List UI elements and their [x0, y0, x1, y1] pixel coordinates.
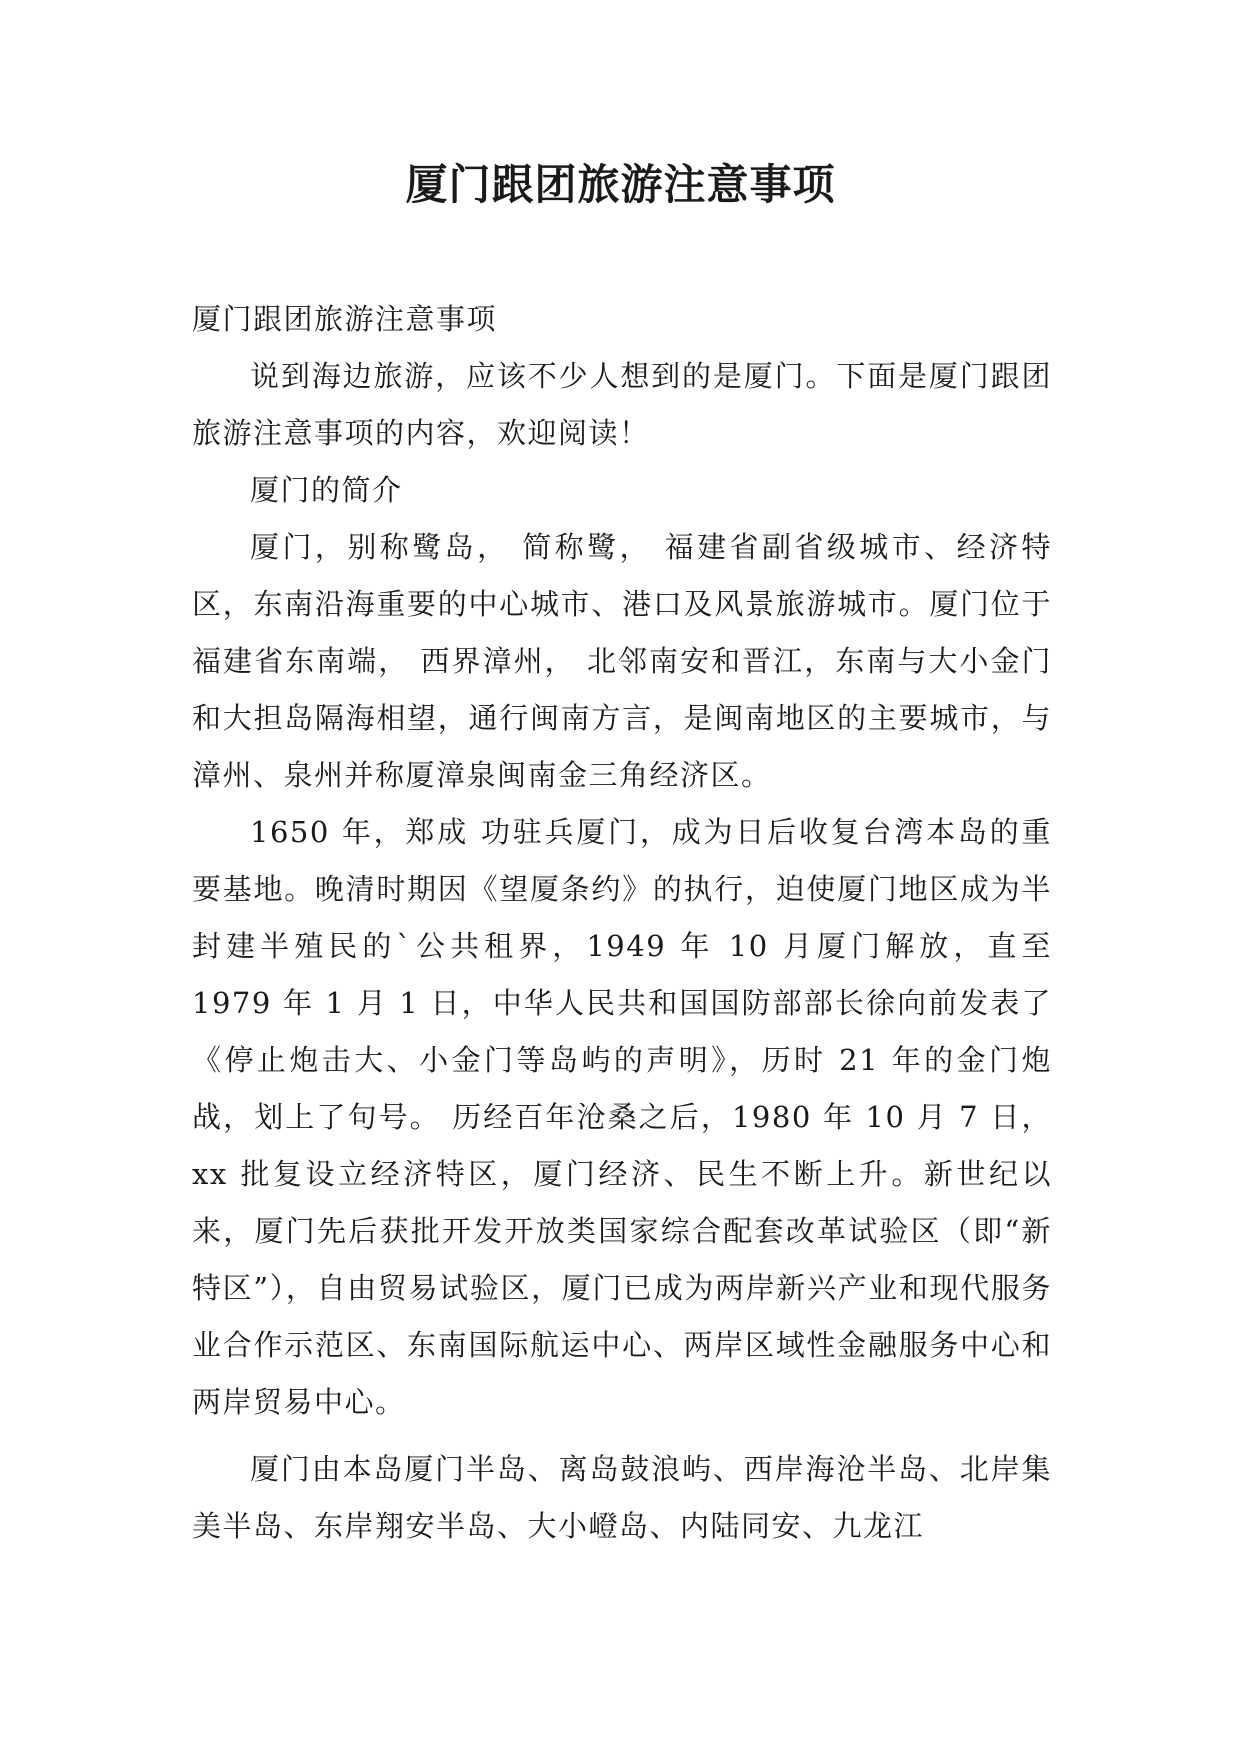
overview-paragraph: 厦门，别称鹭岛， 简称鹭， 福建省副省级城市、经济特区，东南沿海重要的中心城市、港口及风景旅游城市。厦门位于福建省东南端， 西界漳州， 北邻南安和晋江，东南与大小金门和大担岛隔海相望，通行闽南方言，是闽南地区的主要城市，与漳州、泉州并称厦漳泉闽南金三角经济区。	[192, 530, 1052, 792]
subtitle-line: 厦门跟团旅游注意事项	[192, 302, 498, 336]
section-heading: 厦门的简介	[250, 473, 403, 507]
document-title: 厦门跟团旅游注意事项	[405, 160, 836, 209]
document-body	[192, 291, 1052, 1555]
intro-paragraph: 说到海边旅游，应该不少人想到的是厦门。下面是厦门跟团旅游注意事项的内容，欢迎阅读！	[192, 359, 1052, 450]
history-paragraph: 1650 年，郑成 功驻兵厦门，成为日后收复台湾本岛的重要基地。晚清时期因《望厦条约》的执行，迫使厦门地区成为半封建半殖民的`公共租界，1949 年 10 月厦门解放，直至 1979 年 1 月 1 日，中华人民共和国国防部部长徐向前发表了《停止炮击大、小金门等岛屿的声明》，历时 21 年的金门炮战，划上了句号。 历经百年沧桑之后，1980 年 10 月 7 日，xx 批复设立经济特区，厦门经济、民生不断上升。新世纪以来，厦门先后获批开发开放类国家综合配套改革试验区（即“新特区”），自由贸易试验区，厦门已成为两岸新兴产业和现代服务业合作示范区、东南国际航运中心、两岸区域性金融服务中心和两岸贸易中心。	[192, 815, 1052, 1419]
geography-paragraph: 厦门由本岛厦门半岛、离岛鼓浪屿、西岸海沧半岛、北岸集美半岛、东岸翔安半岛、大小嶝岛、内陆同安、九龙江	[192, 1452, 1052, 1543]
